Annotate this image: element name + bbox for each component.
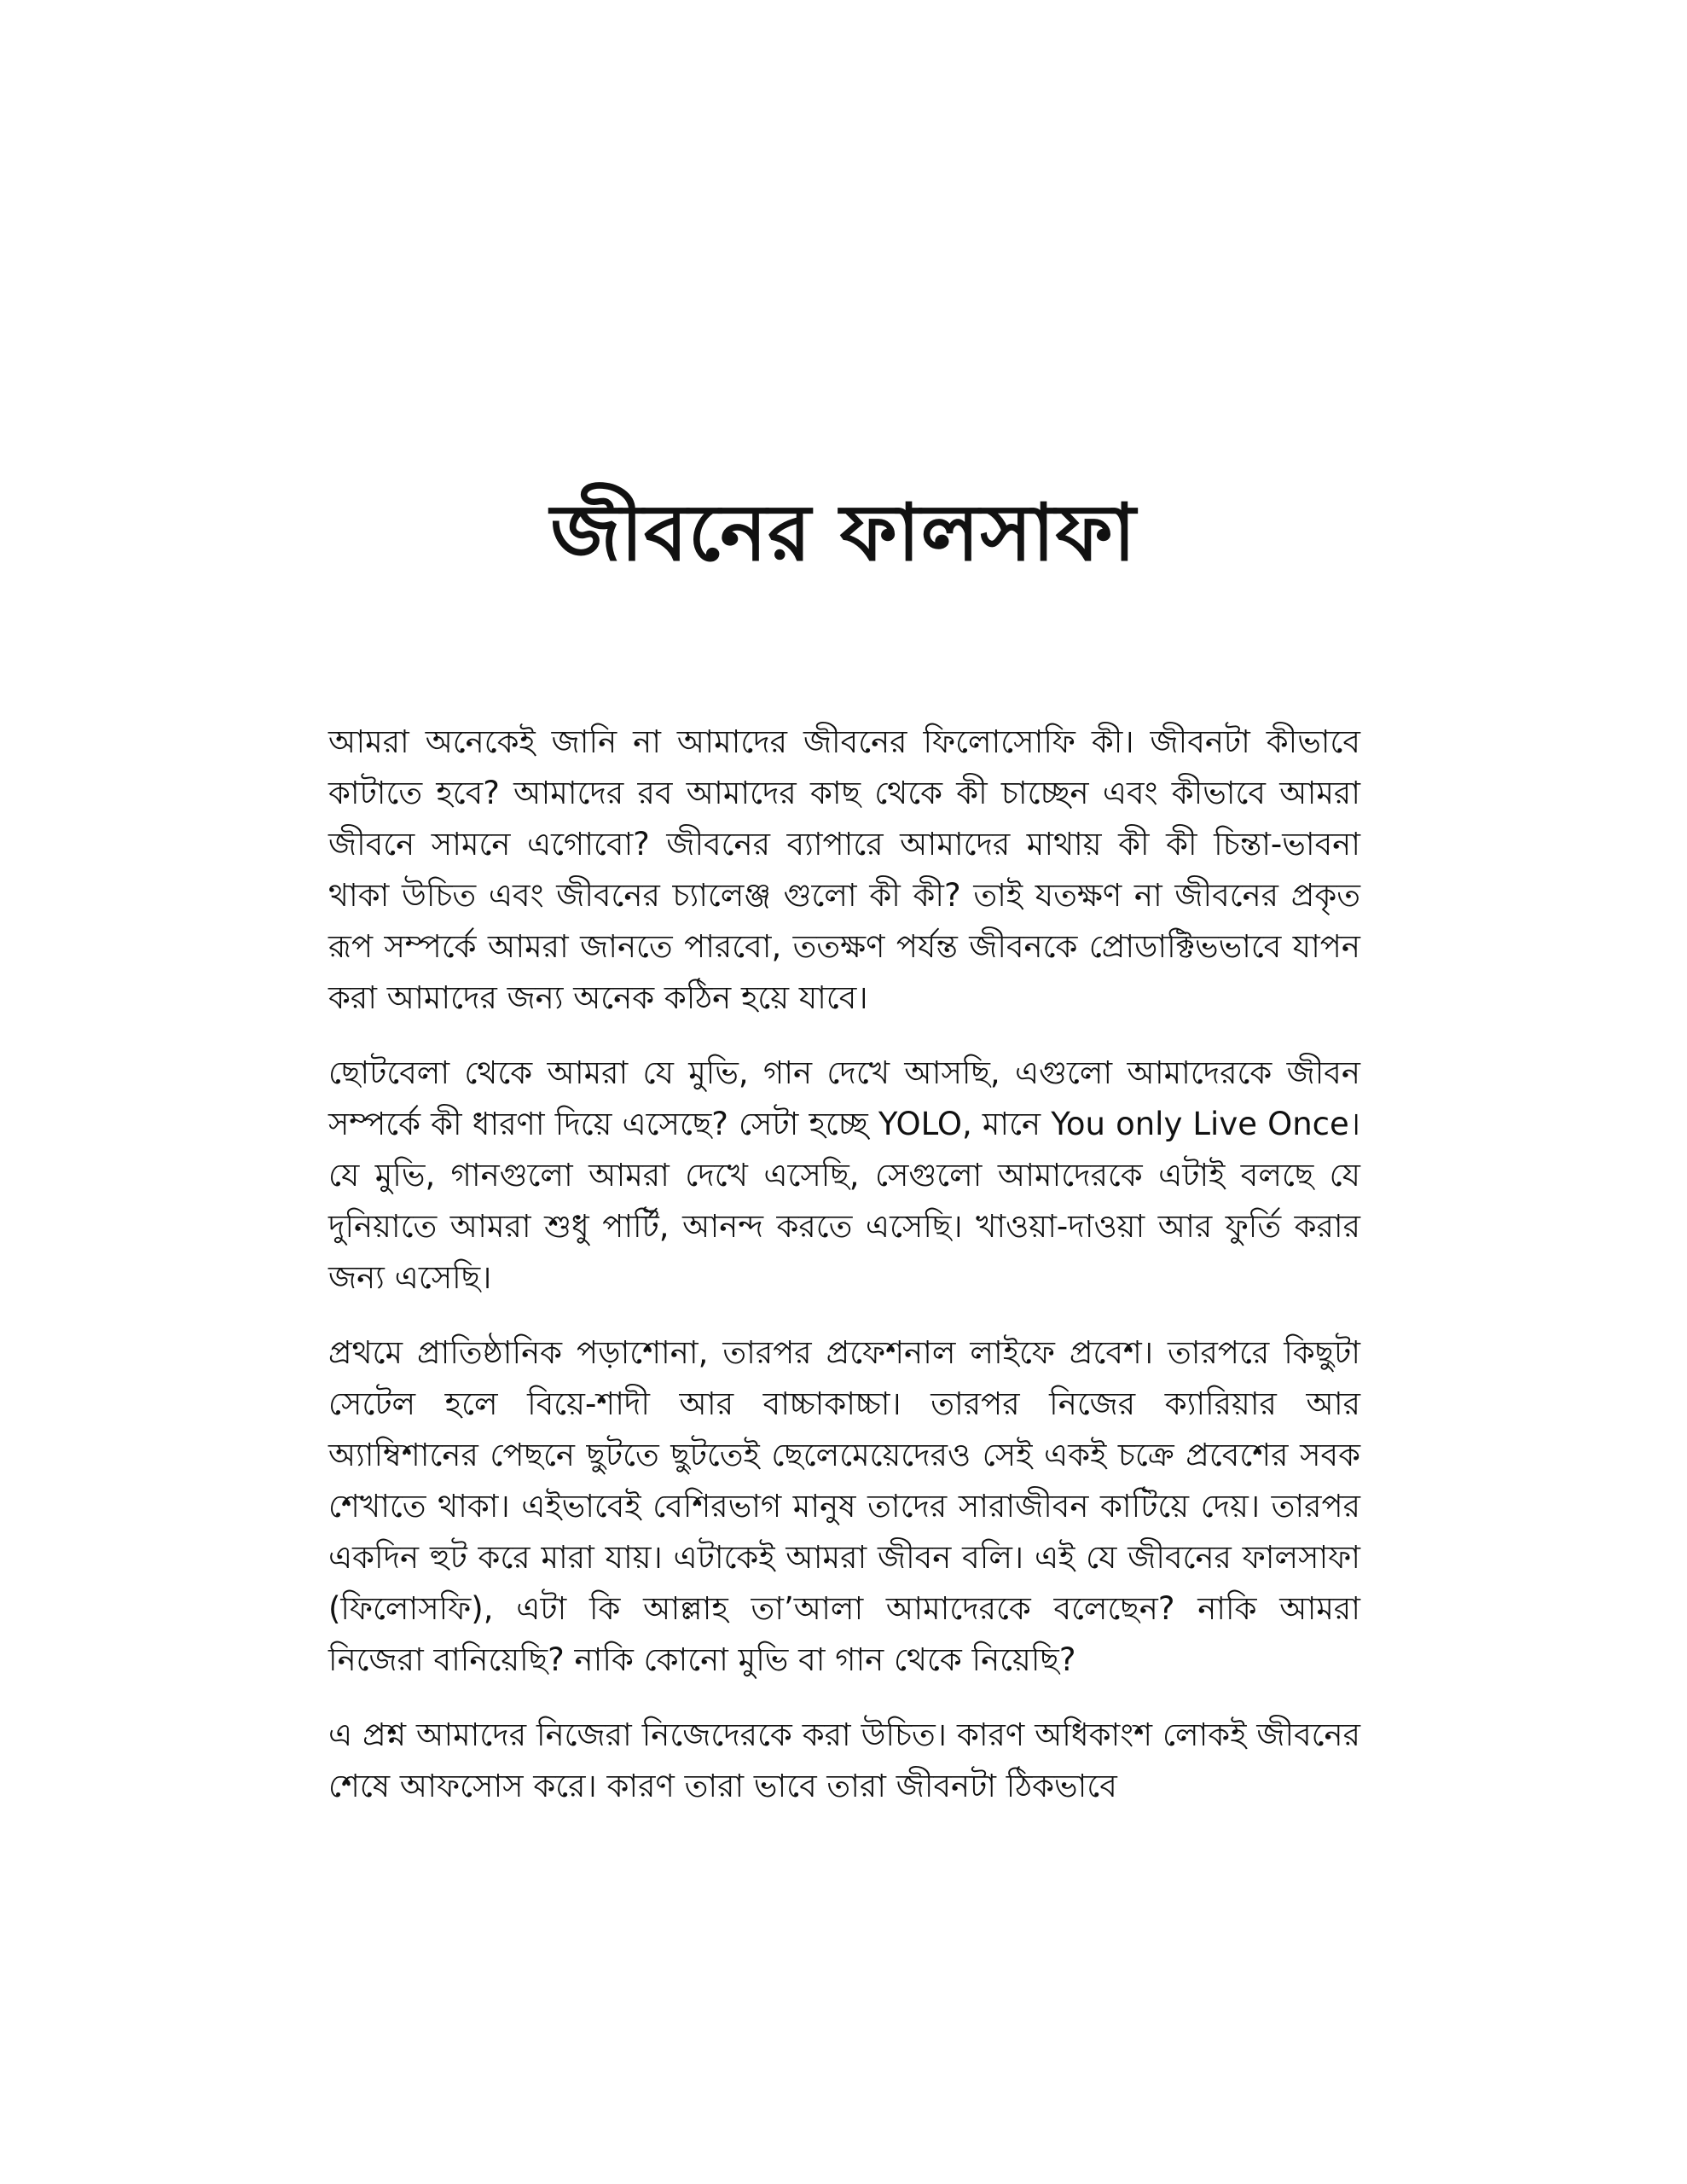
paragraph-3: প্রথমে প্রাতিষ্ঠানিক পড়াশোনা, তারপর প্রফেশনাল লাইফে প্রবেশ। তারপরে কিছুটা সেটেল হলে বিয়ে-শাদী আর বাচ্চাকাচ্চা। তারপর নিজের ক্যারিয়ার আর অ্যাম্বিশানের পেছনে ছুটতে ছুটতেই ছেলেমেয়েদেরও সেই একই চক্রে প্রবেশের সবক শেখাতে থাকা। এইভাবেই বেশিরভাগ মানুষ তাদের সারাজীবন কাটিয়ে দেয়। তারপর একদিন হুট করে মারা যায়। এটাকেই আমরা জীবন বলি। এই যে জীবনের ফালসাফা (ফিলোসফি), এটা কি আল্লাহ তা’আলা আমাদেরকে বলেছেন? নাকি আমরা নিজেরা বানিয়েছি? নাকি কোনো মুভি বা গান থেকে নিয়েছি? [328, 1334, 1360, 1678]
chapter-title: জীবনের ফালসাফা [550, 487, 1137, 578]
chapter-body [328, 717, 1360, 1836]
paragraph-2: ছোটবেলা থেকে আমরা যে মুভি, গান দেখে আসছি, এগুলো আমাদেরকে জীবন সম্পর্কে কী ধারণা দিয়ে এসেছে? সেটা হচ্ছে YOLO, মানে You only Live Once। যে মুভি, গানগুলো আমরা দেখে এসেছি, সেগুলো আমাদেরকে এটাই বলছে যে দুনিয়াতে আমরা শুধু পার্টি, আনন্দ করতে এসেছি। খাওয়া-দাওয়া আর ফুর্তি করার জন্য এসেছি। [328, 1054, 1360, 1296]
paragraph-4: এ প্রশ্ন আমাদের নিজেরা নিজেদেরকে করা উচিত। কারণ অধিকাংশ লোকই জীবনের শেষে আফসোস করে। কারণ তারা ভাবে তারা জীবনটা ঠিকভাবে [328, 1716, 1360, 1804]
paragraph-1: আমরা অনেকেই জানি না আমাদের জীবনের ফিলোসোফি কী। জীবনটা কীভাবে কাটাতে হবে? আমাদের রব আমাদের কাছ থেকে কী চাচ্ছেন এবং কীভাবে আমরা জীবনে সামনে এগোবো? জীবনের ব্যাপারে আমাদের মাথায় কী কী চিন্তা-ভাবনা থাকা উচিত এবং জীবনের চ্যালেঞ্জ গুলো কী কী? তাই যতক্ষণ না জীবনের প্রকৃত রূপ সম্পর্কে আমরা জানতে পারবো, ততক্ষণ পর্যন্ত জীবনকে প্রোডাক্টিভভাবে যাপন করা আমাদের জন্য অনেক কঠিন হয়ে যাবে। [328, 723, 1360, 1016]
